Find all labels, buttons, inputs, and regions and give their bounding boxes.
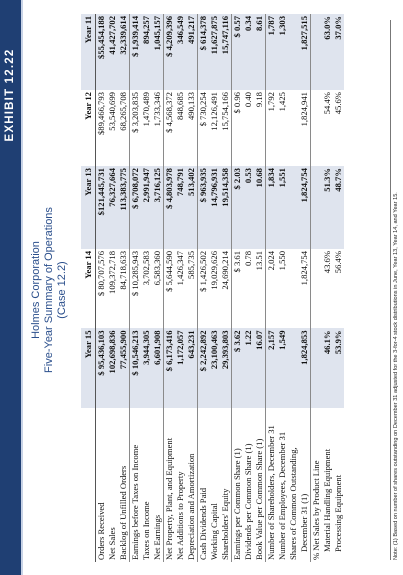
- row-label: Working Capital: [209, 503, 219, 560]
- row-value: $ 5,644,590: [164, 249, 176, 329]
- row-value: $ 0.57: [232, 14, 244, 90]
- row-value: 54.4%: [322, 92, 332, 115]
- row-value: 0.40: [243, 92, 253, 108]
- row-value: 1.22: [243, 329, 254, 409]
- row-value: 10.68: [254, 166, 266, 249]
- row-value: 3,944,305: [141, 329, 152, 409]
- row-value: 1,426,347: [175, 251, 185, 286]
- column-header: Year 14: [81, 249, 96, 329]
- row-value: [311, 249, 323, 329]
- report-page: [23, 10, 403, 570]
- company-title: Holmes Corporation: [30, 241, 42, 339]
- row-value: 43.6%: [322, 251, 332, 274]
- table-row: [107, 14, 118, 562]
- row-label: Net Property, Plant, and Equipment: [164, 408, 176, 562]
- row-value: 1,834: [266, 166, 278, 249]
- table-row: [130, 14, 142, 562]
- row-value: 1,824,941: [299, 92, 309, 127]
- column-header: Year 13: [81, 166, 96, 249]
- row-value: 2,991,947: [141, 166, 152, 249]
- row-value: 37.0%: [333, 14, 344, 90]
- row-label: Backlog of Unfilled Orders: [118, 465, 128, 560]
- table-header-row: [81, 14, 96, 562]
- row-value: $ 614,378: [198, 14, 210, 90]
- row-value: $ 1,939,414: [130, 14, 142, 90]
- row-value: 1,045,157: [152, 14, 164, 90]
- table-row: [220, 14, 232, 562]
- row-value: $ 80,707,576: [96, 249, 108, 329]
- row-value: 3,716,125: [152, 166, 164, 249]
- row-label: Material Handling Equipment: [322, 448, 332, 552]
- table-row: [186, 14, 198, 562]
- row-value: [311, 329, 323, 409]
- row-value: 11,627,875: [209, 14, 220, 90]
- table-row: [311, 14, 323, 562]
- row-value: $121,445,731: [96, 166, 108, 249]
- row-value: 16.07: [254, 329, 266, 409]
- header-label-cell: [81, 408, 96, 562]
- row-value: $ 963,935: [198, 166, 210, 249]
- row-value: $ 730,254: [198, 90, 210, 166]
- row-value: 1,792: [266, 90, 278, 166]
- row-value: 102,698,836: [107, 329, 118, 409]
- row-value: 1,550: [277, 251, 287, 271]
- row-value: 77,455,900: [118, 329, 130, 409]
- row-value: 848,685: [175, 92, 185, 120]
- row-value: 0.53: [243, 166, 254, 249]
- row-value: 12,126,491: [209, 92, 219, 131]
- row-value: 14,796,931: [209, 166, 220, 249]
- exhibit-label: EXHIBIT 12.22: [4, 48, 16, 142]
- row-value: 1,549: [277, 329, 288, 409]
- row-value: 53.9%: [333, 329, 344, 409]
- row-value: 76,327,664: [107, 166, 118, 249]
- row-value: $ 3.62: [232, 329, 244, 409]
- row-label: Depreciation and Amortization: [186, 453, 196, 560]
- column-header: Year 12: [81, 90, 96, 166]
- row-value: $ 3.61: [232, 249, 244, 329]
- row-value: 19,029,626: [209, 251, 219, 290]
- row-value: 23,100,463: [209, 329, 220, 409]
- exhibit-banner: [0, 0, 21, 575]
- row-value: [288, 249, 299, 329]
- row-value: 0.34: [243, 14, 254, 90]
- table-row: [288, 14, 299, 562]
- row-label: Dividends per Common Share (1): [243, 443, 253, 560]
- table-row: [141, 14, 152, 562]
- row-value: [288, 14, 299, 90]
- table-row: [118, 14, 130, 562]
- case-reference: (Case 12.2): [56, 261, 68, 319]
- row-value: 1,172,057: [175, 329, 186, 409]
- row-value: 1,824,754: [299, 166, 311, 249]
- table-body: [96, 14, 345, 562]
- row-label: December 31 (1): [299, 493, 309, 552]
- table-row: [175, 14, 186, 562]
- row-label: Net Sales: [107, 527, 117, 560]
- row-value: 1,787: [266, 14, 278, 90]
- row-value: 3,702,583: [141, 251, 151, 286]
- footnote: Note: (1) Based on number of shares outstanding on December 31 adjusted for the 3-for-4 stock distributions in June, Year 13, Year 14, and Year 15.: [390, 20, 399, 560]
- row-value: $ 4,568,372: [164, 90, 176, 166]
- row-label: Book Value per Common Share (1): [254, 438, 264, 560]
- row-value: 1,470,489: [141, 92, 151, 127]
- row-label: Earnings per Common Share (1): [232, 408, 244, 562]
- table-row: [322, 14, 333, 562]
- table-row: [333, 14, 344, 562]
- table-row: [164, 14, 176, 562]
- row-value: 6,583,360: [152, 251, 162, 286]
- table-row: [198, 14, 210, 562]
- row-value: 56.4%: [333, 251, 343, 274]
- row-label: Earnings before Taxes on Income: [130, 408, 142, 562]
- row-label: Net Earnings: [152, 514, 162, 560]
- row-value: 2,157: [266, 329, 278, 409]
- row-value: 490,133: [186, 92, 196, 120]
- row-value: 346,549: [175, 14, 186, 90]
- row-value: 585,735: [186, 251, 196, 279]
- row-value: 1,425: [277, 92, 287, 112]
- row-value: [311, 166, 323, 249]
- row-value: 1,303: [277, 14, 288, 90]
- row-value: 19,514,358: [220, 166, 232, 249]
- row-value: [288, 166, 299, 249]
- column-header: Year 15: [81, 329, 96, 409]
- row-value: 32,339,614: [118, 14, 130, 90]
- row-value: 9.18: [254, 92, 264, 108]
- report-subtitle: Five-Year Summary of Operations: [43, 207, 55, 373]
- row-value: [288, 90, 299, 166]
- row-value: $ 6,708,072: [130, 166, 142, 249]
- row-value: $ 10,285,943: [130, 249, 142, 329]
- table-row: [232, 14, 244, 562]
- row-value: 24,690,214: [220, 251, 230, 290]
- row-value: $55,454,188: [96, 14, 108, 90]
- table-row: [277, 14, 288, 562]
- row-label: Shareholders' Equity: [220, 488, 230, 560]
- row-value: 51.3%: [322, 166, 333, 249]
- row-value: 84,718,633: [118, 251, 128, 290]
- table-row: [96, 14, 108, 562]
- row-value: 894,257: [141, 14, 152, 90]
- row-value: 748,791: [175, 166, 186, 249]
- row-value: 513,402: [186, 166, 198, 249]
- row-label: Processing Equipment: [333, 474, 343, 552]
- row-value: 643,231: [186, 329, 198, 409]
- operations-table: [81, 14, 344, 562]
- row-value: $ 4,803,978: [164, 166, 176, 249]
- row-value: [311, 90, 323, 166]
- column-header: Year 11: [81, 14, 96, 90]
- row-value: 1,551: [277, 166, 288, 249]
- row-value: $89,466,793: [96, 90, 108, 166]
- table-row: [152, 14, 164, 562]
- row-value: 1,824,853: [299, 329, 311, 409]
- table-row: [254, 14, 266, 562]
- row-value: $ 95,436,103: [96, 329, 108, 409]
- row-value: 491,217: [186, 14, 198, 90]
- table-row: [266, 14, 278, 562]
- row-value: 48.7%: [333, 166, 344, 249]
- row-value: $ 10,546,213: [130, 329, 142, 409]
- row-value: 53,540,699: [107, 92, 117, 131]
- row-label: % Net Sales by Product Line: [311, 408, 323, 562]
- row-label: Orders Received: [96, 408, 108, 562]
- row-value: 46.1%: [322, 329, 333, 409]
- table-row: [299, 14, 311, 562]
- row-value: [311, 14, 323, 90]
- row-value: $ 2,242,892: [198, 329, 210, 409]
- row-label: Taxes on Income: [141, 501, 151, 560]
- row-value: 109,372,718: [107, 251, 117, 294]
- row-value: 2,024: [266, 249, 278, 329]
- row-value: $ 4,209,396: [164, 14, 176, 90]
- row-value: 29,393,803: [220, 329, 232, 409]
- row-value: 0.78: [243, 251, 253, 267]
- row-value: 63.0%: [322, 14, 333, 90]
- row-value: 113,383,775: [118, 166, 130, 249]
- row-label: Net Additions to Property: [175, 471, 185, 560]
- row-label: Number of Employees, December 31: [277, 431, 287, 560]
- row-value: $ 6,173,416: [164, 329, 176, 409]
- row-value: $ 2.03: [232, 166, 244, 249]
- row-value: 6,601,908: [152, 329, 164, 409]
- row-label: Cash Dividends Paid: [198, 408, 210, 562]
- row-value: 41,427,702: [107, 14, 118, 90]
- row-value: $ 0.96: [232, 90, 244, 166]
- row-value: $ 1,426,502: [198, 249, 210, 329]
- row-value: 15,747,116: [220, 14, 232, 90]
- row-value: 1,824,754: [299, 251, 309, 286]
- table-row: [209, 14, 220, 562]
- row-value: $ 3,203,835: [130, 90, 142, 166]
- row-label: Number of Shareholders, December 31: [266, 408, 278, 562]
- row-value: 13.51: [254, 251, 264, 271]
- row-value: 45.6%: [333, 92, 343, 115]
- row-value: 68,265,708: [118, 92, 128, 131]
- row-label: Shares of Common Outstanding,: [288, 447, 298, 560]
- row-value: [288, 329, 299, 409]
- row-value: 1,733,346: [152, 92, 162, 127]
- table-row: [243, 14, 254, 562]
- row-value: 15,754,166: [220, 92, 230, 131]
- row-value: 8.61: [254, 14, 266, 90]
- row-value: 1,827,515: [299, 14, 311, 90]
